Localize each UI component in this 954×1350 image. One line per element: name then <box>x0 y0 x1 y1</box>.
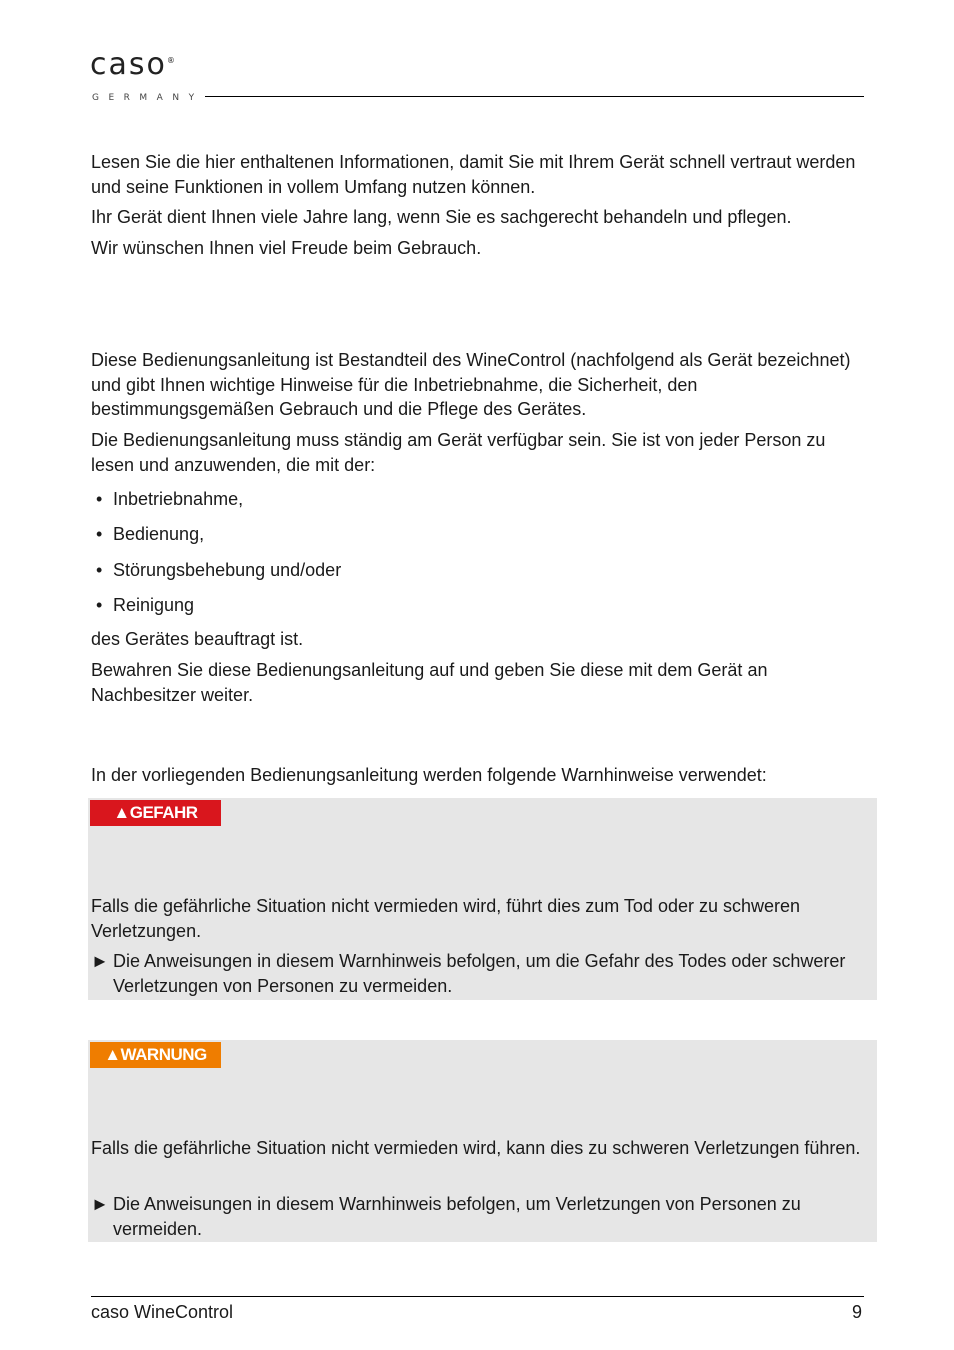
manual-paragraph-1: Diese Bedienungsanleitung ist Bestandteil des WineControl (nachfolgend als Gerät bezeichnet) und gibt Ihnen wichtige Hinweise für die Inbetriebnahme, die Sicherheit, den bestimmungsgemäßen Gebrauch und die Pflege des Gerätes. <box>91 350 851 419</box>
footer-title: caso WineControl <box>91 1302 234 1322</box>
logo-registered-mark: ® <box>166 56 177 65</box>
warning-action: ► Die Anweisungen in diesem Warnhinweis befolgen, um Verletzungen von Personen zu vermeiden. <box>91 1194 801 1239</box>
danger-warning-box <box>88 798 877 1000</box>
bullet-icon: • <box>96 489 103 509</box>
danger-text: Falls die gefährliche Situation nicht vermieden wird, führt dies zum Tod oder zu schweren Verletzungen. <box>91 896 801 941</box>
list-item: • Reinigung <box>96 593 856 618</box>
danger-badge: ▲GEFAHR <box>90 800 221 826</box>
warning-triangle-icon: ▲ <box>113 803 130 822</box>
intro-paragraph-2: Ihr Gerät dient Ihnen viele Jahre lang, wenn Sie es sachgerecht behandeln und pflegen. <box>91 207 792 227</box>
bullet-icon: • <box>96 560 103 580</box>
arrow-right-icon: ► <box>91 951 109 971</box>
danger-action: ► Die Anweisungen in diesem Warnhinweis befolgen, um die Gefahr des Todes oder schwerer Verletzungen von Personen zu vermeiden. <box>91 951 846 996</box>
intro-paragraph-3: Wir wünschen Ihnen viel Freude beim Gebrauch. <box>91 238 482 258</box>
bullet-icon: • <box>96 524 103 544</box>
brand-logo <box>78 36 206 106</box>
manual-paragraph-2: Die Bedienungsanleitung muss ständig am Gerät verfügbar sein. Sie ist von jeder Person zu lesen und anzuwenden, die mit der: <box>91 430 826 475</box>
manual-paragraph-3: des Gerätes beauftragt ist. <box>91 629 304 649</box>
logo-word: caso <box>90 47 167 82</box>
warning-text: Falls die gefährliche Situation nicht vermieden wird, kann dies zu schweren Verletzungen führen. <box>91 1138 861 1158</box>
warnings-intro: In der vorliegenden Bedienungsanleitung werden folgende Warnhinweise verwendet: <box>91 765 767 785</box>
list-item: • Störungsbehebung und/oder <box>96 558 856 583</box>
footer-divider <box>91 1296 864 1297</box>
header-divider <box>205 96 864 97</box>
warning-badge: ▲WARNUNG <box>90 1042 221 1068</box>
warning-box <box>88 1040 877 1242</box>
warning-triangle-icon: ▲ <box>104 1045 121 1064</box>
page-number: 9 <box>851 1302 862 1322</box>
bullet-icon: • <box>96 595 103 615</box>
logo-subtitle: GERMANY <box>92 93 204 103</box>
manual-paragraph-4: Bewahren Sie diese Bedienungsanleitung auf und geben Sie diese mit dem Gerät an Nachbesitzer weiter. <box>91 660 768 705</box>
list-item: • Inbetriebnahme, <box>96 487 856 512</box>
list-item: • Bedienung, <box>96 522 856 547</box>
intro-paragraph-1: Lesen Sie die hier enthaltenen Informationen, damit Sie mit Ihrem Gerät schnell vertraut werden und seine Funktionen in vollem Umfang nutzen können. <box>91 152 856 197</box>
arrow-right-icon: ► <box>91 1194 109 1214</box>
